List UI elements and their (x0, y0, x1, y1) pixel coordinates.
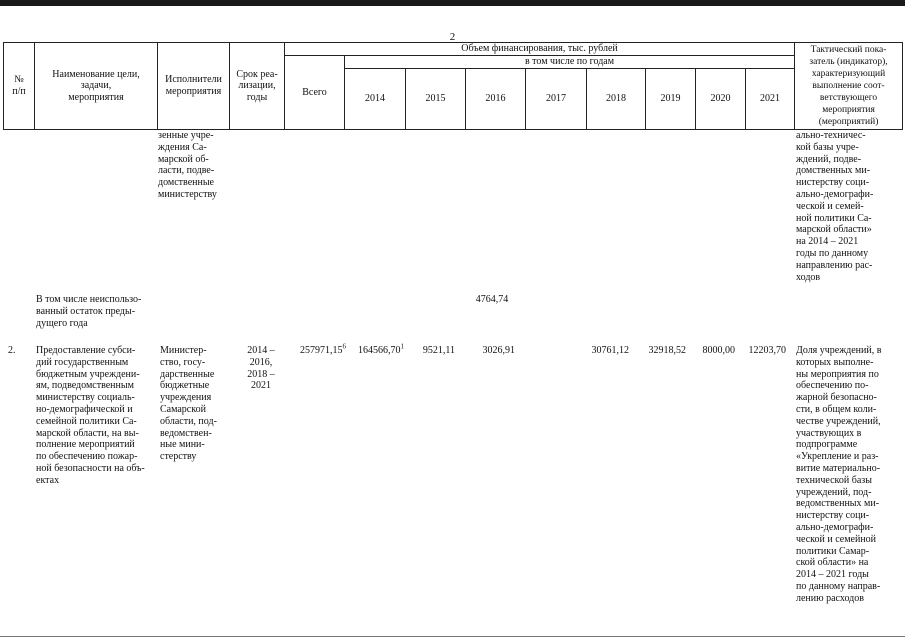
header-year-2020: 2020 (696, 69, 746, 130)
row2-2021: 12203,70 (748, 345, 786, 356)
row2-2020: 8000,00 (702, 345, 735, 356)
header-by-years: в том числе по годам (345, 56, 795, 69)
row2-total: 257971,15$^6$ (300, 342, 346, 356)
row2-executors: Министер- ство, госу- дарственные бюджетные учреждения Самарской области, под- ведомствен- ные мини- стерству (160, 345, 217, 463)
header-table (3, 42, 903, 130)
header-year-2018: 2018 (587, 69, 646, 130)
unused-balance-2016: 4764,74 (475, 294, 509, 305)
row2-2015: 9521,11 (422, 345, 455, 356)
row2-2014: 164566,70$^1$ (358, 342, 404, 356)
continuation-indicator: ально-техничес- кой базы учре- ждений, подве- домственных ми- нистерству соци- ально-демографи- ческой и семей- ной политики Са- марской области» на 2014 – 2021 годы по данному направлению рас- ходов (796, 130, 874, 283)
row2-2018: 30761,12 (591, 345, 629, 356)
row2-indicator: Доля учреждений, в которых выполне- ны мероприятия по обеспечению по- жарной безопасно- сти, в общем коли- честве учреждений, участвующих в подпрограмме «Укрепление и раз- витие материально- технической базы учреждений, под- ведомственных ми- нистерству соци- ально-демографи- ческой и семейной политики Самар- ской области» на 2014 – 2021 годы по данному направ- лению расходов (796, 345, 882, 604)
row2-name: Предоставление субси- дий государственным бюджетным учреждени- ям, подведомственным министерству социаль- но-демографической и семейной политики Са- марской области, на вы- полнение мероприятий по обеспечению пожар- ной безопасности на объ- ектах (36, 345, 145, 486)
continuation-executors: зенные учре- ждения Са- марской об- ласти, подве- домственные министерству (158, 130, 217, 200)
bottom-border-line (0, 636, 905, 637)
header-funding: Объем финансирования, тыс. рублей (285, 43, 795, 56)
page-number: 2 (449, 31, 456, 43)
row2-total-note: 6 (342, 342, 346, 351)
row2-2019: 32918,52 (648, 345, 686, 356)
header-year-2014: 2014 (345, 69, 406, 130)
row2-2014-note: 1 (400, 342, 404, 351)
row2-term: 2014 – 2016, 2018 – 2021 (247, 345, 275, 392)
header-year-2021: 2021 (746, 69, 795, 130)
header-name: Наименование цели, задачи, мероприятия (35, 43, 158, 130)
header-num: № п/п (4, 43, 35, 130)
header-year-2016: 2016 (466, 69, 526, 130)
row2-number: 2. (8, 345, 16, 356)
header-executors: Исполнители мероприятия (158, 43, 230, 130)
header-year-2019: 2019 (646, 69, 696, 130)
header-total: Всего (285, 56, 345, 130)
header-indicator: Тактический пока- затель (индикатор), характеризующий выполнение соот- ветствующего мероприятия (мероприятий) (795, 43, 903, 130)
header-year-2017: 2017 (526, 69, 587, 130)
header-term: Срок реа- лизации, годы (230, 43, 285, 130)
top-border-bar (0, 0, 905, 6)
row2-2016: 3026,91 (482, 345, 515, 356)
unused-balance-label: В том числе неиспользо- ванный остаток преды- дущего года (36, 294, 142, 329)
header-year-2015: 2015 (406, 69, 466, 130)
